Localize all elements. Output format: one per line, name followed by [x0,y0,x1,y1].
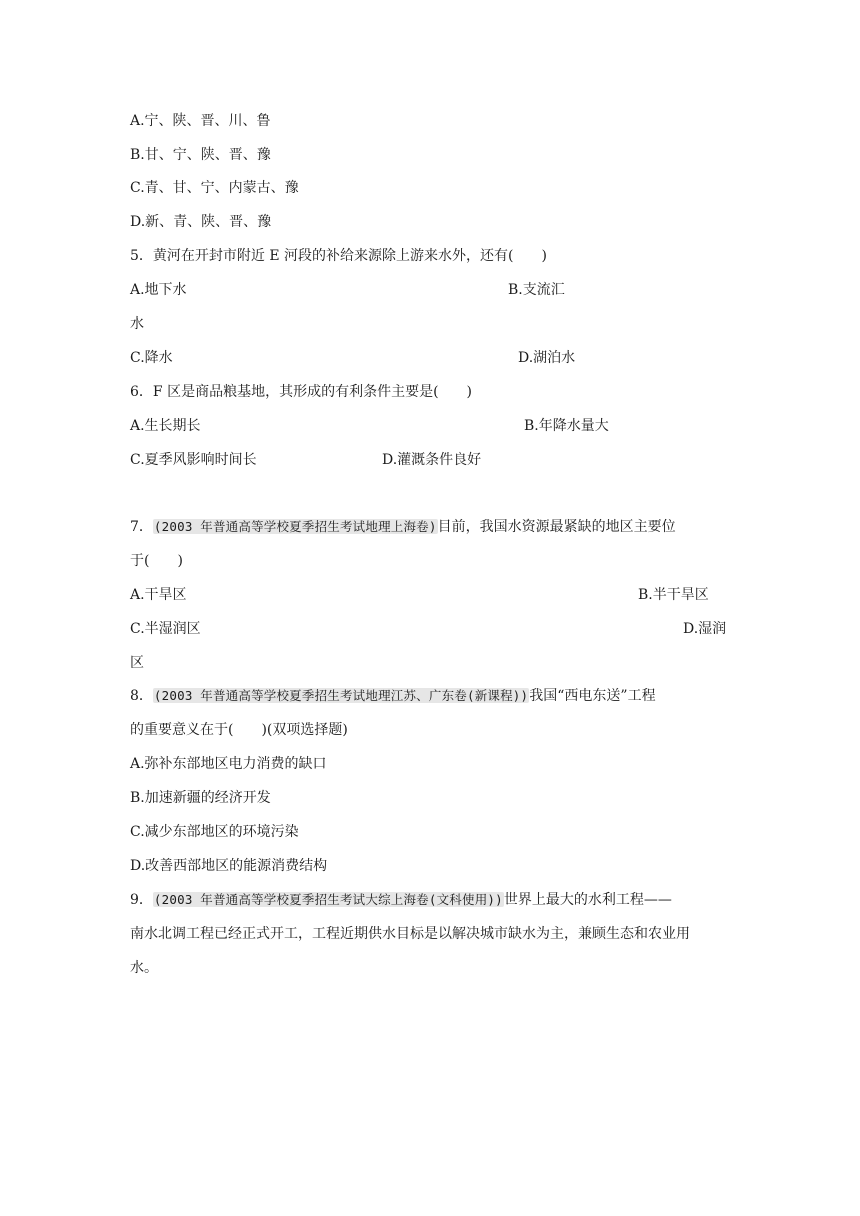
q5-option-c: C.降水 [130,350,173,366]
q4-option-d: D.新、青、陕、晋、豫 [130,214,272,230]
q7-option-b: B.半干旱区 [638,587,709,603]
q5-option-b-continued: 水 [130,316,144,332]
q4-option-b: B.甘、宁、陕、晋、豫 [130,147,271,163]
q5-option-a: A.地下水 [130,282,187,298]
q8-option-d: D.改善西部地区的能源消费结构 [130,858,328,874]
q7-number: 7． [130,519,153,535]
q8-stem-line2: 的重要意义在于( )(双项选择题) [130,722,348,738]
q9-stem: 世界上最大的水利工程—— [503,892,672,908]
q7-option-a: A.干旱区 [130,587,187,603]
q8-option-c: C.减少东部地区的环境污染 [130,824,299,840]
q6-option-c: C.夏季风影响时间长 [130,452,257,468]
q5-option-b: B.支流汇 [508,282,565,298]
q8-number: 8． [130,688,153,704]
q5-stem: 5．黄河在开封市附近 E 河段的补给来源除上游来水外，还有( ) [130,248,547,264]
q7-option-c: C.半湿润区 [130,621,201,637]
q5-option-d: D.湖泊水 [518,350,576,366]
q8-stem-line1 [130,686,656,706]
q7-option-d: D.湿润 [683,621,727,637]
q9-stem-line3: 水。 [130,960,158,976]
q6-stem: 6．F 区是商品粮基地，其形成的有利条件主要是( ) [130,384,472,400]
q6-option-b: B.年降水量大 [524,418,609,434]
q9-number: 9． [130,892,153,908]
q7-source-tag: (2003 年普通高等学校夏季招生考试地理上海卷) [153,519,437,534]
q6-option-d: D.灌溉条件良好 [382,452,482,468]
q6-option-a: A.生长期长 [130,418,201,434]
q4-option-a: A.宁、陕、晋、川、鲁 [130,113,271,129]
q8-option-a: A.弥补东部地区电力消费的缺口 [130,756,327,772]
q9-stem-line2: 南水北调工程已经正式开工，工程近期供水目标是以解决城市缺水为主，兼顾生态和农业用 [130,926,690,942]
q7-stem: 目前，我国水资源最紧缺的地区主要位 [437,519,676,535]
q9-stem-line1 [130,890,672,910]
q9-source-tag: (2003 年普通高等学校夏季招生考试大综上海卷(文科使用)) [153,892,503,907]
q8-source-tag: (2003 年普通高等学校夏季招生考试地理江苏、广东卷(新课程)) [153,688,529,703]
q7-stem-line2: 于( ) [130,553,183,569]
q7-option-d-continued: 区 [130,655,144,671]
q7-stem-line1 [130,517,676,537]
q4-option-c: C.青、甘、宁、内蒙古、豫 [130,180,299,196]
q8-stem: 我国“西电东送”工程 [529,688,656,704]
q8-option-b: B.加速新疆的经济开发 [130,790,271,806]
